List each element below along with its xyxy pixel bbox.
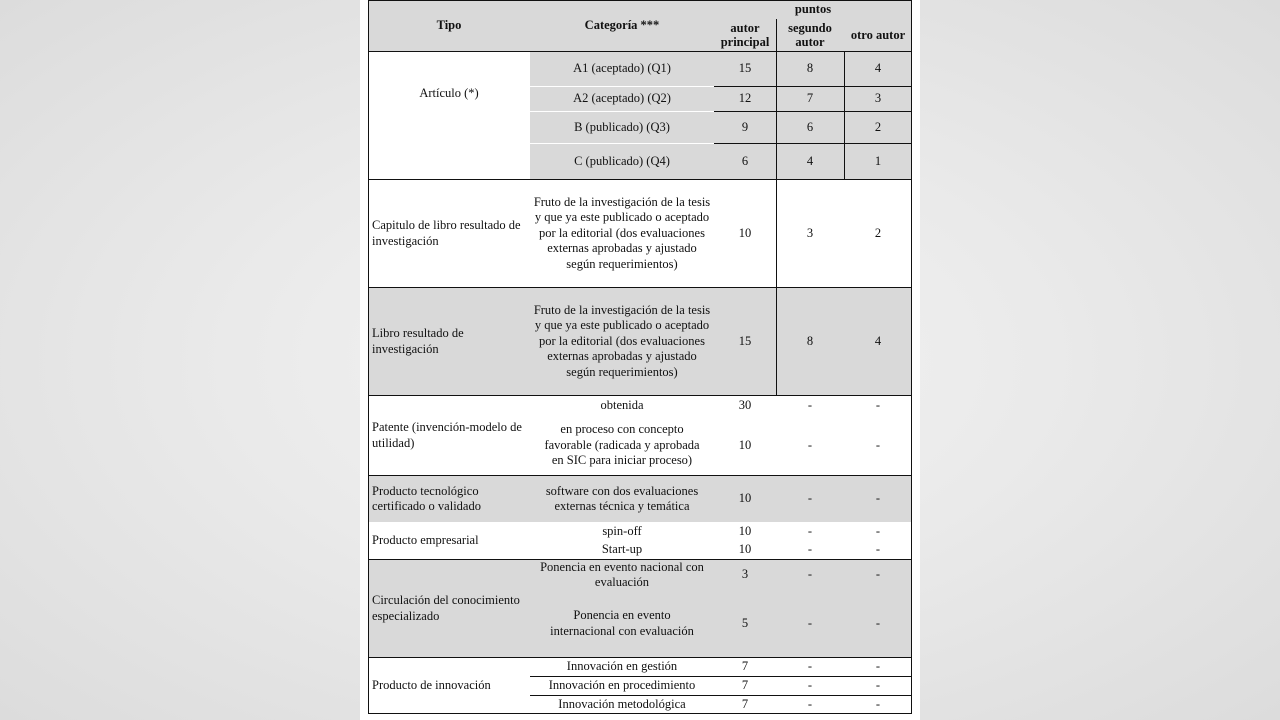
document-page [360, 0, 920, 720]
tecnologico-tipo: Producto tecnológico certificado o validado [368, 476, 530, 522]
articulo-c-principal: 6 [714, 144, 776, 179]
articulo-divider-2 [714, 111, 912, 112]
articulo-b-principal: 9 [714, 112, 776, 143]
capitulo-categoria: Fruto de la investigación de la tesis y que ya este publicado o aceptado por la editorial (dos evaluaciones externas aprobadas y ajustado según requerimientos) [530, 180, 714, 287]
patente-categoria-en-proceso: en proceso con concepto favorable (radicada y aprobada en SIC para iniciar proceso) [530, 416, 714, 475]
innovacion-metodologica-principal: 7 [714, 696, 776, 714]
articulo-b-segundo: 6 [776, 112, 844, 143]
articulo-a1-otro: 4 [844, 52, 912, 86]
circulacion-categoria-internacional: Ponencia en evento internacional con evaluación [530, 590, 714, 657]
header-segundo-autor: segundo autor [788, 20, 832, 49]
capitulo-principal: 10 [714, 180, 776, 287]
patente-tipo: Patente (invención-modelo de utilidad) [368, 396, 530, 475]
patente-obtenida-segundo: - [776, 396, 844, 416]
empresarial-categoria-startup: Start-up [530, 541, 714, 559]
tecnologico-categoria: software con dos evaluaciones externas técnica y temática [530, 476, 714, 522]
patente-proceso-otro: - [844, 416, 912, 475]
section-divider-innovacion [368, 657, 912, 658]
articulo-a1-segundo: 8 [776, 52, 844, 86]
circulacion-internacional-segundo: - [776, 590, 844, 657]
innovacion-gestion-segundo: - [776, 658, 844, 676]
header-otro-autor: otro autor [850, 27, 906, 42]
section-divider-circulacion [368, 559, 912, 560]
innovacion-procedimiento-otro: - [844, 677, 912, 695]
articulo-tipo: Artículo (*) [368, 52, 530, 179]
innovacion-divider-2 [530, 695, 912, 696]
articulo-col-divider-2 [844, 52, 845, 179]
tecnologico-segundo: - [776, 476, 844, 522]
circulacion-tipo: Circulación del conocimiento especializado [368, 560, 530, 657]
header-bottom-line [368, 51, 912, 52]
libro-segundo: 8 [776, 288, 844, 395]
empresarial-startup-otro: - [844, 541, 912, 559]
table-border-bottom [368, 713, 912, 714]
empresarial-spinoff-otro: - [844, 522, 912, 541]
capitulo-segundo: 3 [776, 180, 844, 287]
table-border-left [368, 0, 369, 714]
innovacion-gestion-principal: 7 [714, 658, 776, 676]
libro-categoria: Fruto de la investigación de la tesis y que ya este publicado o aceptado por la editorial (dos evaluaciones externas aprobadas y ajustado según requerimientos) [530, 288, 714, 395]
articulo-a2-otro: 3 [844, 87, 912, 111]
empresarial-startup-segundo: - [776, 541, 844, 559]
table-border-right [911, 0, 912, 714]
patente-proceso-segundo: - [776, 416, 844, 475]
innovacion-metodologica-otro: - [844, 696, 912, 714]
articulo-a1-principal: 15 [714, 52, 776, 86]
section-divider-patente [368, 395, 912, 396]
patente-categoria-obtenida: obtenida [530, 396, 714, 416]
innovacion-gestion-otro: - [844, 658, 912, 676]
innovacion-tipo: Producto de innovación [368, 658, 530, 714]
points-table [368, 0, 912, 720]
innovacion-procedimiento-principal: 7 [714, 677, 776, 695]
articulo-categoria-c: C (publicado) (Q4) [530, 144, 714, 179]
articulo-a2-segundo: 7 [776, 87, 844, 111]
section-divider-libro [368, 287, 912, 288]
articulo-categoria-a1: A1 (aceptado) (Q1) [530, 52, 714, 86]
capitulo-otro: 2 [844, 180, 912, 287]
patente-proceso-principal: 10 [714, 416, 776, 475]
articulo-col-divider-1 [776, 52, 777, 179]
header-puntos: puntos [794, 2, 832, 17]
innovacion-divider-1 [530, 676, 912, 677]
innovacion-categoria-gestion: Innovación en gestión [530, 658, 714, 676]
articulo-c-segundo: 4 [776, 144, 844, 179]
table-border-top [368, 0, 912, 1]
circulacion-categoria-nacional: Ponencia en evento nacional con evaluación [530, 560, 714, 590]
innovacion-metodologica-segundo: - [776, 696, 844, 714]
header-tipo: Tipo [368, 0, 530, 51]
header-divider [776, 19, 777, 51]
articulo-categoria-a2: A2 (aceptado) (Q2) [530, 87, 714, 111]
empresarial-categoria-spinoff: spin-off [530, 522, 714, 541]
circulacion-internacional-principal: 5 [714, 590, 776, 657]
section-divider-capitulo [368, 179, 912, 180]
innovacion-categoria-metodologica: Innovación metodológica [530, 696, 714, 714]
innovacion-procedimiento-segundo: - [776, 677, 844, 695]
empresarial-startup-principal: 10 [714, 541, 776, 559]
articulo-b-otro: 2 [844, 112, 912, 143]
empresarial-spinoff-principal: 10 [714, 522, 776, 541]
tecnologico-principal: 10 [714, 476, 776, 522]
capitulo-tipo: Capitulo de libro resultado de investigación [368, 180, 530, 287]
section-divider-tecnologico [368, 475, 912, 476]
articulo-divider-1 [714, 86, 912, 87]
articulo-divider-3 [714, 143, 912, 144]
articulo-a2-principal: 12 [714, 87, 776, 111]
empresarial-tipo: Producto empresarial [368, 522, 530, 559]
circulacion-nacional-segundo: - [776, 560, 844, 590]
empresarial-spinoff-segundo: - [776, 522, 844, 541]
circulacion-nacional-principal: 3 [714, 560, 776, 590]
header-categoria: Categoría *** [530, 0, 714, 51]
tecnologico-otro: - [844, 476, 912, 522]
circulacion-nacional-otro: - [844, 560, 912, 590]
innovacion-categoria-procedimiento: Innovación en procedimiento [530, 677, 714, 695]
libro-tipo: Libro resultado de investigación [368, 288, 530, 395]
capitulo-libro-col-divider [776, 180, 777, 395]
articulo-categoria-b: B (publicado) (Q3) [530, 112, 714, 143]
libro-otro: 4 [844, 288, 912, 395]
libro-principal: 15 [714, 288, 776, 395]
articulo-c-otro: 1 [844, 144, 912, 179]
header-autor-principal: autor principal [720, 20, 770, 49]
patente-obtenida-otro: - [844, 396, 912, 416]
patente-obtenida-principal: 30 [714, 396, 776, 416]
circulacion-internacional-otro: - [844, 590, 912, 657]
